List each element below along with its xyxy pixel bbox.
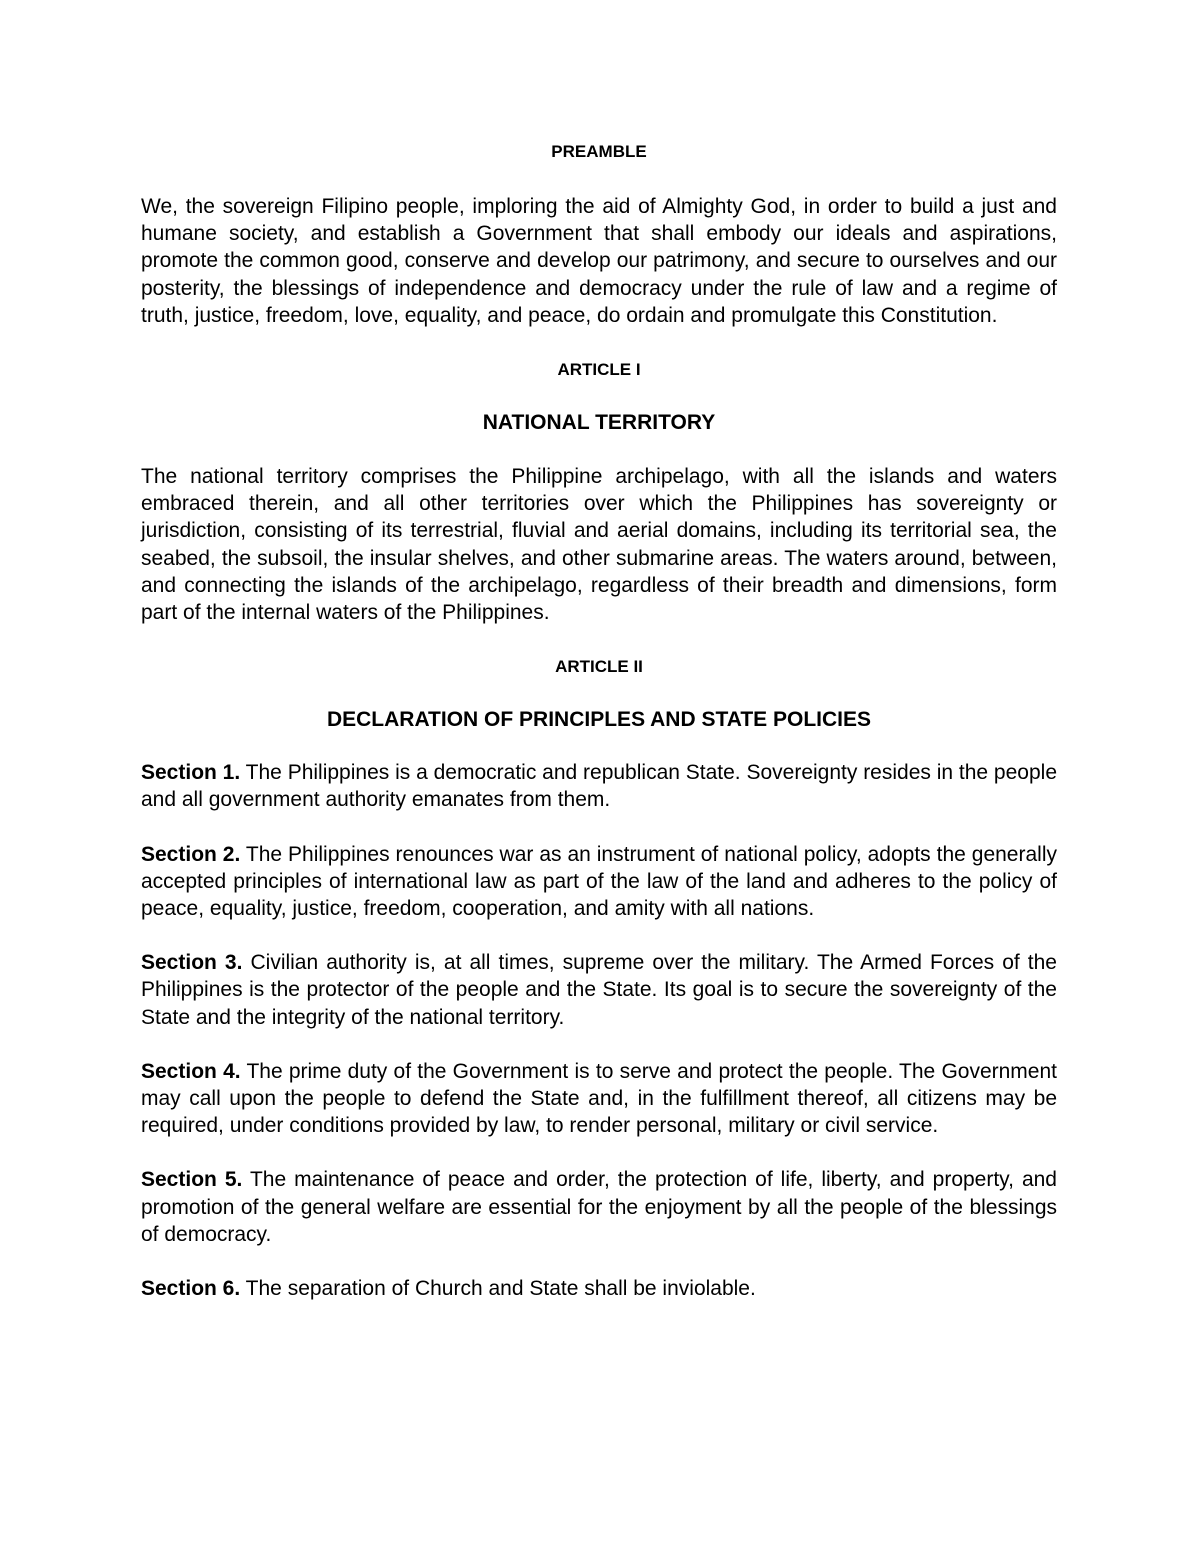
document-page — [141, 138, 1057, 1302]
section-1 — [141, 759, 1057, 813]
section-3-label: Section 3. — [141, 951, 243, 975]
section-2 — [141, 841, 1057, 923]
article-1-heading: ARTICLE I — [557, 360, 641, 380]
article-2-heading: ARTICLE II — [555, 657, 643, 677]
section-3-text: Civilian authority is, at all times, supreme over the military. The Armed Forces of the Philippines is the protector of the people and the State. Its goal is to secure the sovereignty of the State and the integrity of the national territory. — [141, 951, 1057, 1029]
article-1-title: NATIONAL TERRITORY — [482, 411, 716, 435]
article-2-title: DECLARATION OF PRINCIPLES AND STATE POLICIES — [326, 708, 872, 732]
section-5-label: Section 5. — [141, 1168, 243, 1192]
section-6-text: The separation of Church and State shall be inviolable. — [245, 1277, 756, 1301]
section-4 — [141, 1058, 1057, 1140]
section-3 — [141, 949, 1057, 1031]
preamble-text: We, the sovereign Filipino people, imploring the aid of Almighty God, in order to build a just and humane society, and establish a Government that shall embody our ideals and aspirations, promote the common good, conserve and develop our patrimony, and secure to ourselves and our posterity, the blessings of independence and democracy under the rule of law and a regime of truth, justice, freedom, love, equality, and peace, do ordain and promulgate this Constitution. — [141, 195, 1057, 327]
section-6 — [141, 1275, 1057, 1302]
section-1-label: Section 1. — [141, 761, 241, 785]
section-6-label: Section 6. — [141, 1277, 241, 1301]
section-4-text: The prime duty of the Government is to serve and protect the people. The Government may call upon the people to defend the State and, in the fulfillment thereof, all citizens may be required, under conditions provided by law, to render personal, military or civil service. — [141, 1059, 1057, 1138]
section-5-text: The maintenance of peace and order, the protection of life, liberty, and property, and promotion of the general welfare are essential for the enjoyment by all the people of the blessings of democracy. — [141, 1168, 1057, 1246]
section-1-text: The Philippines is a democratic and republican State. Sovereignty resides in the people and all government authority emanates from them. — [141, 761, 1057, 812]
section-2-text: The Philippines renounces war as an instrument of national policy, adopts the generally accepted principles of international law as part of the law of the land and adheres to the policy of peace, equality, justice, freedom, cooperation, and amity with all nations. — [141, 842, 1057, 921]
article-1-text: The national territory comprises the Philippine archipelago, with all the islands and waters embraced therein, and all other territories over which the Philippines has sovereignty or jurisdiction, consisting of its terrestrial, fluvial and aerial domains, including its territorial sea, the seabed, the subsoil, the insular shelves, and other submarine areas. The waters around, between, and connecting the islands of the archipelago, regardless of their breadth and dimensions, form part of the internal waters of the Philippines. — [141, 465, 1057, 625]
section-5 — [141, 1166, 1057, 1248]
preamble-heading: PREAMBLE — [551, 142, 647, 161]
section-4-label: Section 4. — [141, 1059, 241, 1083]
section-2-label: Section 2. — [141, 842, 241, 866]
